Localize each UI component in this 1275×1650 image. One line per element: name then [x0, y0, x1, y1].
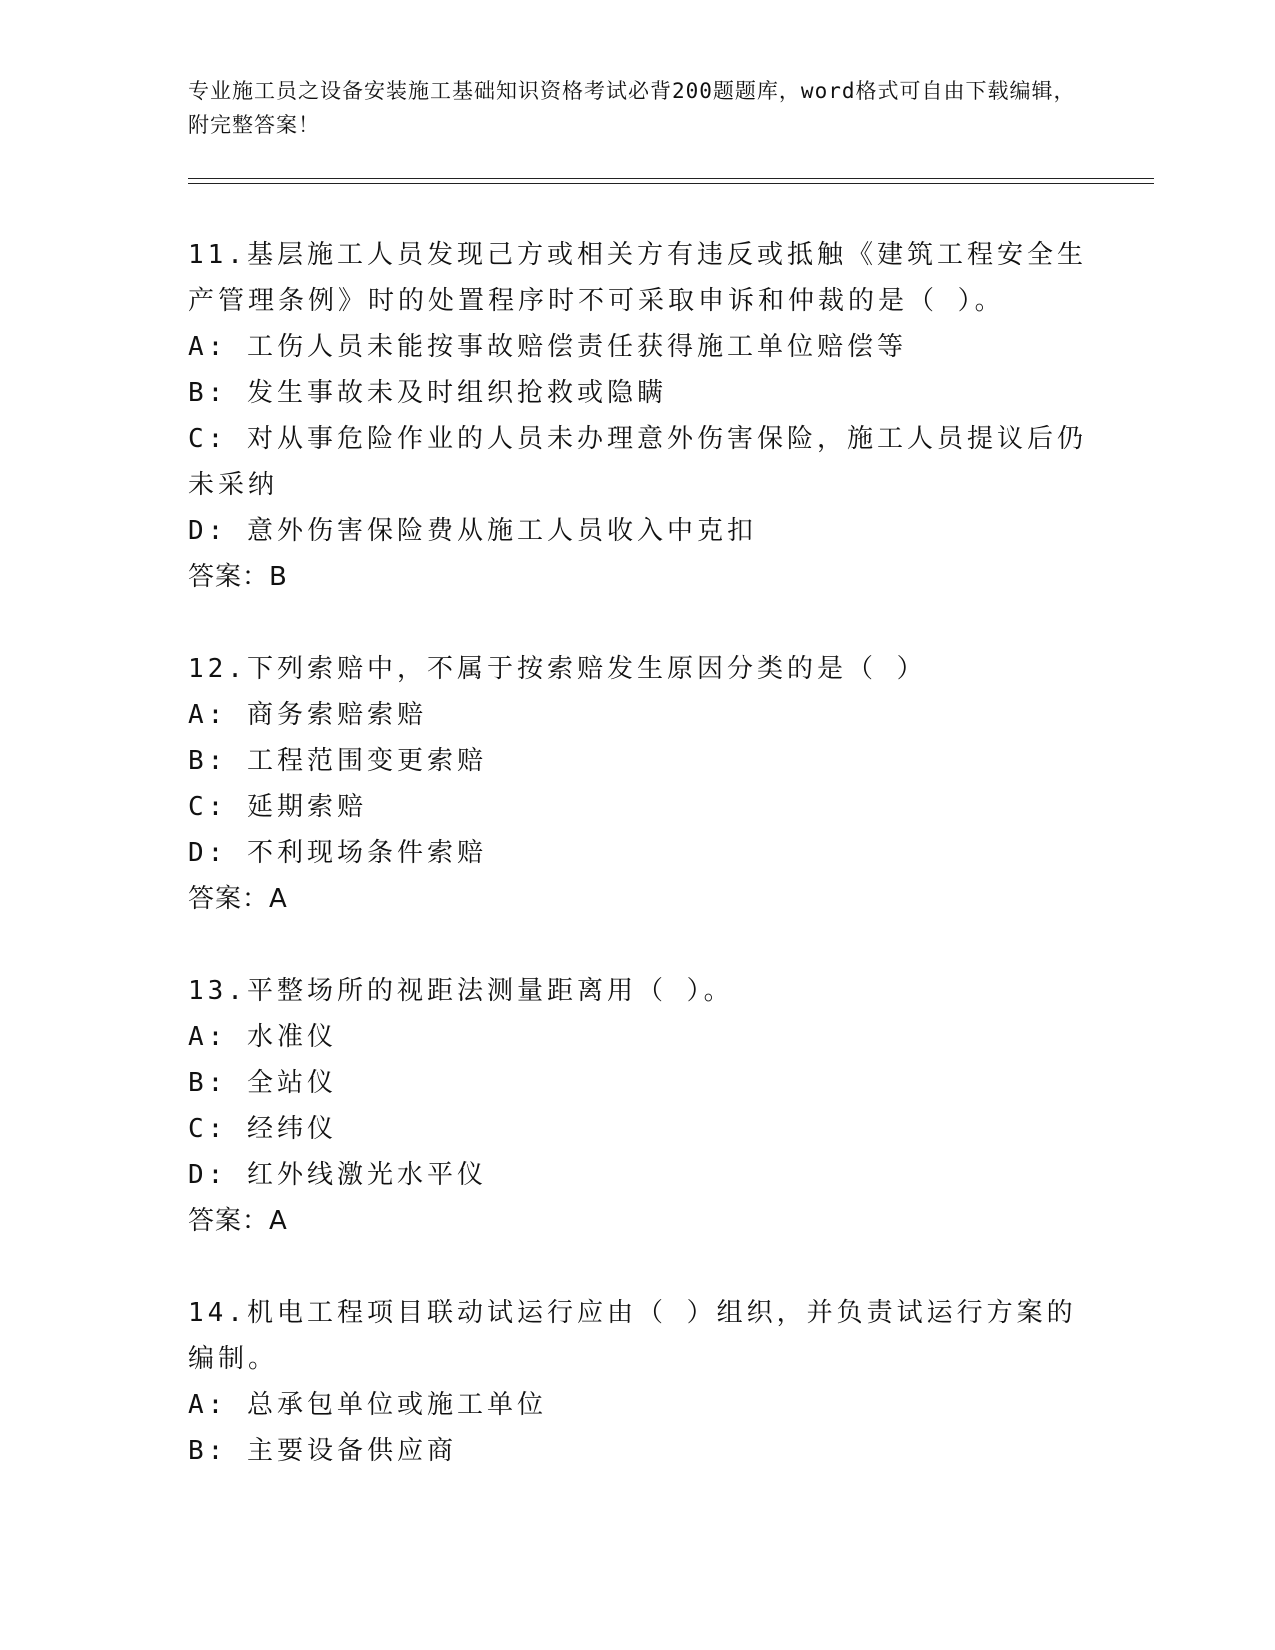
question-item: [188, 968, 1088, 1244]
answer-line: 答案：A: [188, 884, 288, 914]
header-divider-top: [188, 178, 1154, 179]
question-stem: 11.基层施工人员发现己方或相关方有违反或抵触《建筑工程安全生产管理条例》时的处置程序时不可采取申诉和仲裁的是（ ）。: [188, 240, 1087, 316]
question-list: [188, 232, 1088, 1520]
option-a: A: 工伤人员未能按事故赔偿责任获得施工单位赔偿等: [188, 332, 907, 362]
option-b: B: 主要设备供应商: [188, 1436, 457, 1466]
option-b: B: 全站仪: [188, 1068, 337, 1098]
question-item: [188, 232, 1088, 600]
answer-line: 答案：B: [188, 562, 288, 592]
question-stem: 14.机电工程项目联动试运行应由（ ）组织，并负责试运行方案的编制。: [188, 1298, 1077, 1374]
option-a: A: 总承包单位或施工单位: [188, 1390, 547, 1420]
question-item: [188, 1290, 1088, 1474]
option-a: A: 水准仪: [188, 1022, 337, 1052]
option-a: A: 商务索赔索赔: [188, 700, 427, 730]
option-b: B: 工程范围变更索赔: [188, 746, 487, 776]
option-b: B: 发生事故未及时组织抢救或隐瞒: [188, 378, 667, 408]
option-c: C: 经纬仪: [188, 1114, 337, 1144]
question-stem: 13.平整场所的视距法测量距离用（ ）。: [188, 976, 734, 1006]
header-divider-bottom: [188, 183, 1154, 184]
option-d: D: 不利现场条件索赔: [188, 838, 487, 868]
question-item: [188, 646, 1088, 922]
option-d: D: 红外线激光水平仪: [188, 1160, 487, 1190]
option-c: C: 延期索赔: [188, 792, 367, 822]
document-intro: 专业施工员之设备安装施工基础知识资格考试必背200题题库，word格式可自由下载编辑，附完整答案！: [188, 79, 1076, 137]
answer-line: 答案：A: [188, 1206, 288, 1236]
option-d: D: 意外伤害保险费从施工人员收入中克扣: [188, 516, 757, 546]
question-stem: 12.下列索赔中，不属于按索赔发生原因分类的是（ ）: [188, 654, 927, 684]
option-c: C: 对从事危险作业的人员未办理意外伤害保险，施工人员提议后仍未采纳: [188, 424, 1087, 500]
